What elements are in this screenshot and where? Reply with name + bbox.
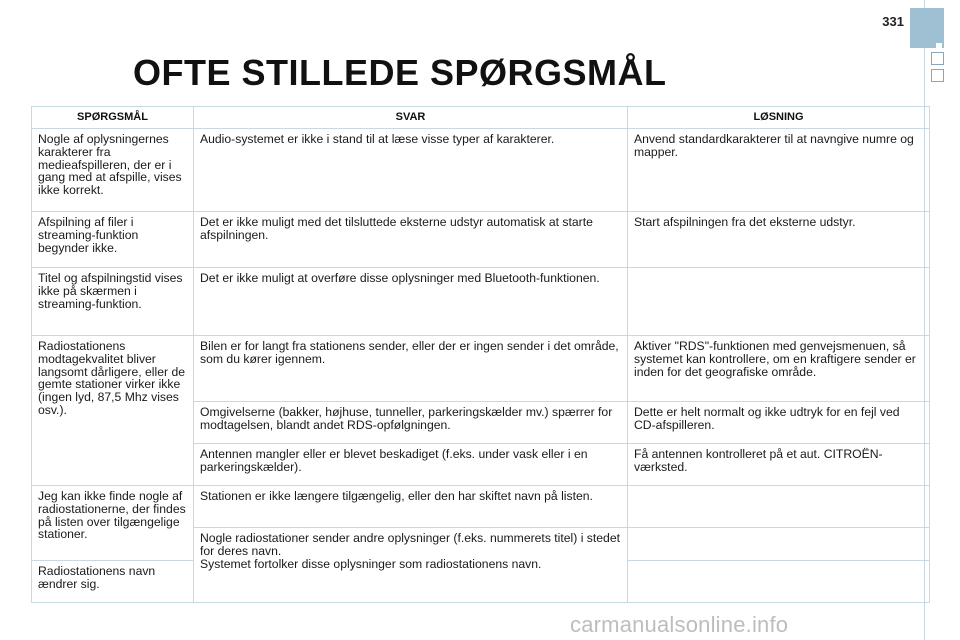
solution-cell xyxy=(628,561,930,603)
header-solution: LØSNING xyxy=(628,107,930,129)
question-cell: Titel og afspilningstid vises ikke på skærmen i streaming-funktion. xyxy=(32,268,194,336)
watermark-text: carmanualsonline.info xyxy=(570,612,789,637)
solution-cell: Få antennen kontrolleret på et aut. CITROËN-værksted. xyxy=(628,444,930,486)
solution-cell: Start afspilningen fra det eksterne udstyr. xyxy=(628,212,930,268)
solution-cell xyxy=(628,268,930,336)
table-row xyxy=(32,268,930,336)
question-cell: Radiostationens modtagekvalitet bliver langsomt dårligere, eller de gemte stationer virker ikke (ingen lyd, 87,5 Mhz vises osv.). xyxy=(32,336,194,486)
table-row xyxy=(32,212,930,268)
header-answer: SVAR xyxy=(194,107,628,129)
answer-cell: Det er ikke muligt med det tilsluttede eksterne udstyr automatisk at starte afspilningen. xyxy=(194,212,628,268)
question-cell: Radiostationens navn ændrer sig. xyxy=(32,561,194,603)
answer-text: Nogle radiostationer sender andre oplysninger (f.eks. nummerets titel) i stedet for deres navn. xyxy=(200,531,620,558)
faq-table xyxy=(31,106,930,603)
page-tab xyxy=(910,8,944,48)
answer-cell xyxy=(194,528,628,603)
page-number: 331 xyxy=(882,14,904,29)
square-outline-icon xyxy=(931,52,944,65)
answer-cell: Antennen mangler eller er blevet beskadiget (f.eks. under vask eller i en parkeringskælder). xyxy=(194,444,628,486)
answer-cell: Omgivelserne (bakker, højhuse, tunneller, parkeringskælder mv.) spærrer for modtagelsen, blandt andet RDS-opfølgningen. xyxy=(194,402,628,444)
answer-cell: Bilen er for langt fra stationens sender, eller der er ingen sender i det område, som du kører igennem. xyxy=(194,336,628,402)
question-cell: Afspilning af filer i streaming-funktion begynder ikke. xyxy=(32,212,194,268)
table-row xyxy=(32,129,930,212)
square-outline-icon xyxy=(931,69,944,82)
solution-cell: Dette er helt normalt og ikke udtryk for en fejl ved CD-afspilleren. xyxy=(628,402,930,444)
solution-cell: Anvend standardkarakterer til at navngive numre og mapper. xyxy=(628,129,930,212)
page-title: OFTE STILLEDE SPØRGSMÅL xyxy=(133,52,667,93)
solution-cell: Aktiver "RDS"-funktionen med genvejsmenuen, så systemet kan kontrollere, om en kraftigere sender er inden for det geografiske område. xyxy=(628,336,930,402)
question-cell: Jeg kan ikke finde nogle af radiostationerne, der findes på listen over tilgængelige stationer. xyxy=(32,486,194,561)
header-question: SPØRGSMÅL xyxy=(32,107,194,129)
answer-cell: Stationen er ikke længere tilgængelig, eller den har skiftet navn på listen. xyxy=(194,486,628,528)
table-row xyxy=(32,486,930,528)
solution-cell xyxy=(628,528,930,561)
answer-text: Systemet fortolker disse oplysninger som radiostationens navn. xyxy=(200,556,542,571)
table-header-row xyxy=(32,107,930,129)
table-row xyxy=(32,336,930,402)
question-cell: Nogle af oplysningernes karakterer fra medieafspilleren, der er i gang med at afspille, vises ikke korrekt. xyxy=(32,129,194,212)
tab-square-icon xyxy=(936,43,942,49)
answer-cell: Audio-systemet er ikke i stand til at læse visse typer af karakterer. xyxy=(194,129,628,212)
solution-cell xyxy=(628,486,930,528)
answer-cell: Det er ikke muligt at overføre disse oplysninger med Bluetooth-funktionen. xyxy=(194,268,628,336)
